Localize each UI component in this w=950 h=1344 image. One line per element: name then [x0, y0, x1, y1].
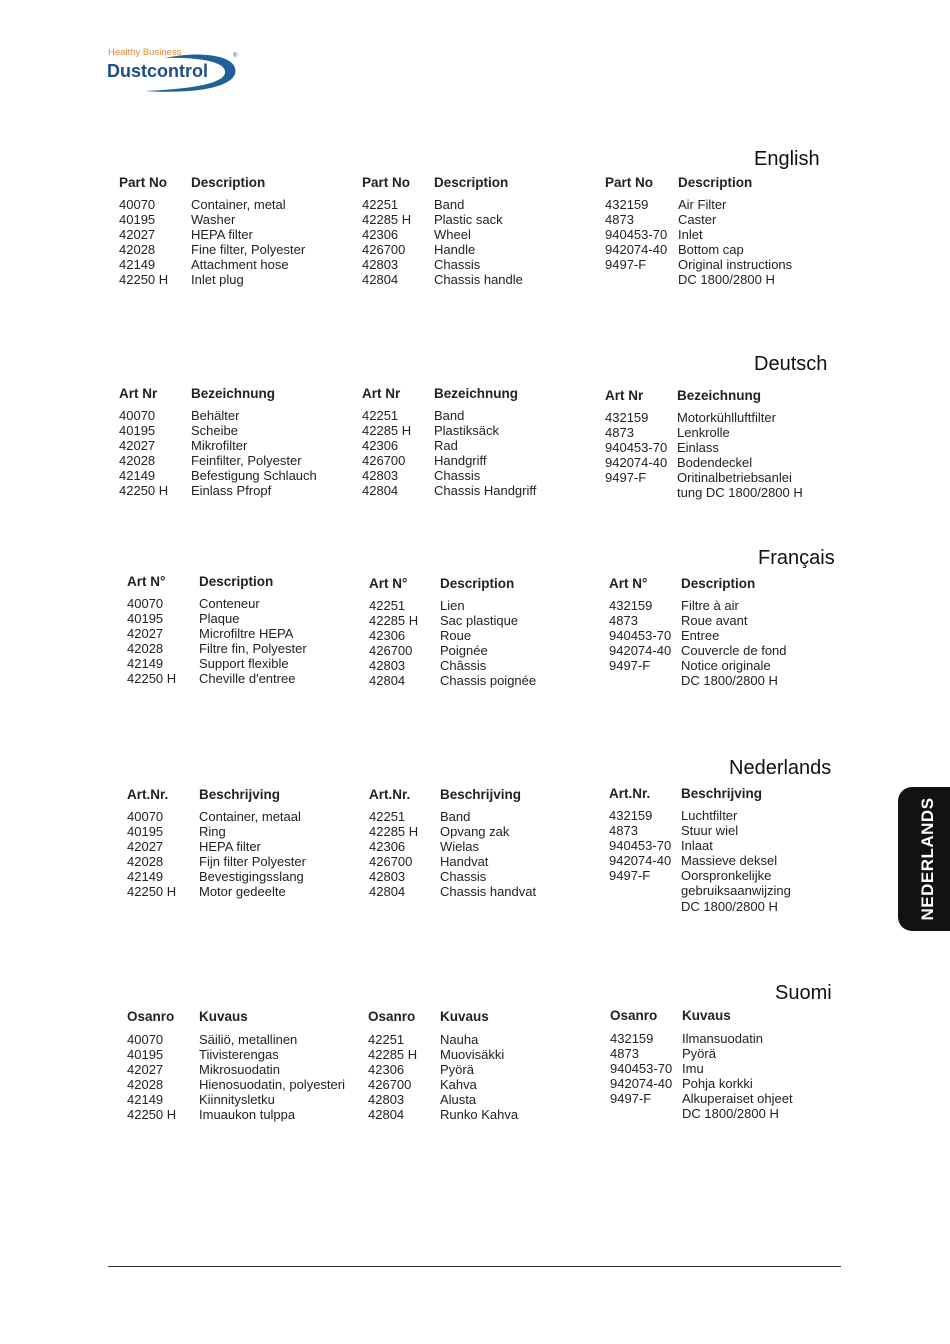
part-description: Massieve deksel [681, 853, 778, 869]
part-number: 940453-70 [605, 227, 668, 243]
part-description: DC 1800/2800 H [681, 673, 778, 689]
part-number-column [119, 197, 168, 288]
part-number: 42027 [127, 1062, 164, 1078]
description-header: Kuvaus [440, 1009, 489, 1024]
section-language-title: Nederlands [729, 757, 832, 779]
part-number: 4873 [609, 613, 638, 629]
part-number: 40195 [119, 212, 156, 228]
part-description: Motor gedeelte [199, 884, 286, 900]
part-description: Behälter [191, 408, 240, 423]
part-number: 4873 [605, 212, 634, 228]
part-description: Kahva [440, 1077, 477, 1093]
part-description: Original instructions [678, 257, 793, 273]
part-number: 426700 [369, 643, 413, 659]
part-number: 42251 [362, 197, 399, 212]
part-description: Hienosuodatin, polyesteri [199, 1077, 345, 1093]
part-number-header: Art N° [609, 576, 648, 591]
part-number [609, 883, 671, 898]
part-number: 42028 [119, 453, 156, 469]
part-number: 42027 [119, 227, 156, 243]
part-description: Oritinalbetriebsanlei [677, 470, 792, 486]
part-number: 9497-F [605, 470, 647, 486]
description-column [677, 410, 803, 501]
part-number-column [362, 408, 411, 499]
part-number: 432159 [609, 598, 653, 613]
part-number: 432159 [605, 197, 649, 212]
part-number-column [362, 197, 411, 288]
section-language-title: Suomi [775, 982, 832, 1004]
part-description: Filtre à air [681, 598, 739, 613]
part-description: Support flexible [199, 656, 289, 672]
part-number-column [127, 1032, 176, 1123]
part-number-header: Art.Nr. [127, 787, 169, 802]
description-header: Bezeichnung [677, 388, 762, 403]
part-number-header: Art N° [127, 574, 166, 589]
part-description: Châssis [440, 658, 487, 674]
part-number [605, 272, 667, 287]
part-description: DC 1800/2800 H [678, 272, 775, 288]
part-number-column [369, 598, 418, 689]
part-number: 40070 [127, 1032, 164, 1047]
part-number: 9497-F [609, 658, 651, 674]
part-number: 42027 [127, 839, 164, 855]
part-description: Sac plastique [440, 613, 519, 629]
part-number-header: Part No [362, 175, 411, 190]
part-number-column [610, 1031, 672, 1122]
part-number-column [127, 596, 176, 687]
part-description: Imu [682, 1061, 704, 1077]
part-description: Bevestigingsslang [199, 869, 304, 885]
part-number: 42804 [369, 884, 406, 900]
part-number: 42803 [368, 1092, 405, 1108]
description-header: Description [199, 574, 274, 589]
svg-text:Healthy Business: Healthy Business [108, 47, 182, 58]
part-number: 40070 [127, 596, 164, 611]
part-description: Pyörä [682, 1046, 716, 1062]
part-description: Chassis poignée [440, 673, 537, 689]
part-description: Alusta [440, 1092, 477, 1108]
part-number: 426700 [369, 854, 413, 870]
part-description: Stuur wiel [681, 823, 739, 839]
part-number-header: Osanro [127, 1009, 175, 1024]
part-number: 40195 [127, 824, 164, 840]
description-header: Beschrijving [440, 787, 522, 802]
part-description: Couvercle de fond [681, 643, 787, 659]
part-description: Bottom cap [678, 242, 744, 258]
part-number: 42250 H [127, 884, 177, 900]
part-number: 42285 H [369, 824, 419, 840]
part-description: Nauha [440, 1032, 479, 1047]
part-description: Lenkrolle [677, 425, 730, 441]
part-description: Roue avant [681, 613, 748, 629]
part-description: Chassis [440, 869, 487, 885]
part-number-header: Art Nr [362, 386, 401, 401]
part-description: Notice originale [681, 658, 771, 674]
part-number: 40195 [127, 611, 164, 627]
part-number: 42285 H [362, 212, 412, 228]
part-number: 942074-40 [605, 242, 668, 258]
part-description: Wheel [434, 227, 471, 243]
part-number: 942074-40 [610, 1076, 673, 1092]
part-number-column [605, 197, 667, 288]
dustcontrol-logo [105, 44, 245, 96]
part-description: Chassis handvat [440, 884, 537, 900]
part-description: tung DC 1800/2800 H [677, 485, 803, 501]
part-description: Opvang zak [440, 824, 510, 840]
svg-text:Dustcontrol: Dustcontrol [107, 61, 208, 81]
part-number: 42306 [368, 1062, 405, 1078]
part-number-column [609, 598, 671, 689]
section-language-title: Deutsch [754, 353, 828, 375]
part-description: Poignée [440, 643, 488, 659]
part-number: 9497-F [605, 257, 647, 273]
part-description: Ilmansuodatin [682, 1031, 763, 1046]
part-number-column [605, 410, 667, 501]
part-description: Oorspronkelijke [681, 868, 772, 884]
part-description: Chassis handle [434, 272, 523, 288]
description-column [199, 1032, 345, 1123]
section-language-title: English [754, 148, 820, 170]
part-number: 940453-70 [609, 628, 672, 644]
part-number: 42251 [362, 408, 399, 423]
part-description: Inlaat [681, 838, 713, 854]
part-number-header: Art.Nr. [369, 787, 411, 802]
part-number: 42149 [127, 869, 164, 885]
description-header: Bezeichnung [434, 386, 519, 401]
part-number-column [127, 809, 176, 900]
part-number: 942074-40 [609, 643, 672, 659]
part-description: Mikrofilter [191, 438, 248, 454]
part-description: Pyörä [440, 1062, 474, 1078]
part-number: 942074-40 [609, 853, 672, 869]
part-description: Fijn filter Polyester [199, 854, 306, 870]
part-number: 42306 [362, 227, 399, 243]
part-number: 42149 [119, 468, 156, 484]
part-number: 42149 [127, 656, 164, 672]
part-description: Plastiksäck [434, 423, 500, 439]
description-column [191, 197, 305, 288]
part-number-header: Osanro [368, 1009, 416, 1024]
part-number: 42250 H [119, 483, 169, 499]
part-number-header: Osanro [610, 1008, 658, 1023]
part-description: Säiliö, metallinen [199, 1032, 298, 1047]
description-header: Description [440, 576, 515, 591]
part-number: 42027 [119, 438, 156, 454]
part-number: 9497-F [609, 868, 651, 884]
part-description: DC 1800/2800 H [681, 898, 778, 914]
part-number: 426700 [362, 453, 406, 469]
part-number: 42285 H [368, 1047, 418, 1063]
part-number: 42250 H [127, 671, 177, 687]
part-description: Plastic sack [434, 212, 503, 228]
part-number: 4873 [609, 823, 638, 839]
part-number: 40070 [119, 408, 156, 423]
part-description: Motorkühlluftfilter [677, 410, 776, 425]
footer-divider [108, 1266, 841, 1267]
part-description: Entree [681, 628, 720, 644]
description-header: Beschrijving [681, 786, 763, 801]
part-description: Handgriff [434, 453, 487, 469]
part-number: 42306 [362, 438, 399, 454]
description-column [434, 197, 523, 288]
part-number: 40195 [127, 1047, 164, 1063]
part-number: 40070 [127, 809, 164, 824]
part-description: HEPA filter [199, 839, 261, 855]
part-description: Container, metaal [199, 809, 301, 824]
part-description: Air Filter [678, 197, 727, 212]
part-description: Chassis [434, 257, 481, 273]
description-header: Description [681, 576, 756, 591]
part-number: 42250 H [119, 272, 169, 288]
part-number: 42028 [127, 1077, 164, 1093]
part-description: Washer [191, 212, 236, 228]
part-description: Plaque [199, 611, 240, 627]
part-number-column [369, 809, 418, 900]
description-column [440, 1032, 518, 1123]
part-number: 42028 [127, 854, 164, 870]
part-description: Einlass [677, 440, 719, 456]
part-description: Scheibe [191, 423, 238, 439]
part-description: Handle [434, 242, 476, 258]
part-number: 940453-70 [605, 440, 668, 456]
part-number: 42803 [362, 257, 399, 273]
part-number: 42028 [127, 641, 164, 657]
part-description: Band [440, 809, 471, 824]
part-number: 432159 [610, 1031, 654, 1046]
part-number: 940453-70 [609, 838, 672, 854]
part-description: Kiinnitysletku [199, 1092, 275, 1108]
part-number: 4873 [605, 425, 634, 441]
part-number-header: Art Nr [119, 386, 158, 401]
part-description: Roue [440, 628, 472, 644]
part-description: Cheville d'entree [199, 671, 296, 687]
description-column [199, 809, 306, 900]
part-description: DC 1800/2800 H [682, 1106, 779, 1122]
part-number: 42803 [369, 658, 406, 674]
svg-text:®: ® [233, 53, 238, 59]
logo-swoosh-icon [105, 44, 245, 96]
part-description: Band [434, 408, 465, 423]
part-number-column [368, 1032, 417, 1123]
part-number: 42149 [119, 257, 156, 273]
part-number: 42803 [369, 869, 406, 885]
language-side-tab [898, 787, 950, 931]
part-description: Alkuperaiset ohjeet [682, 1091, 793, 1107]
part-description: Inlet [678, 227, 703, 243]
description-column [440, 809, 536, 900]
description-header: Description [434, 175, 509, 190]
part-description: Feinfilter, Polyester [191, 453, 302, 469]
part-description: Einlass Pfropf [191, 483, 272, 499]
part-description: Lien [440, 598, 465, 613]
part-number [609, 673, 671, 688]
section-language-title: Français [758, 547, 835, 569]
part-number: 42027 [127, 626, 164, 642]
part-description: Chassis Handgriff [434, 483, 537, 499]
part-description: Rad [434, 438, 458, 454]
description-header: Description [191, 175, 266, 190]
description-header: Kuvaus [199, 1009, 248, 1024]
part-number [610, 1106, 672, 1121]
part-number [609, 899, 671, 914]
part-number: 42804 [368, 1107, 405, 1123]
part-description: Pohja korkki [682, 1076, 753, 1092]
part-number: 4873 [610, 1046, 639, 1062]
part-description: Band [434, 197, 465, 212]
description-header: Bezeichnung [191, 386, 276, 401]
description-header: Kuvaus [682, 1008, 731, 1023]
part-number: 42285 H [362, 423, 412, 439]
description-column [434, 408, 536, 499]
part-number: 42804 [362, 272, 399, 288]
description-column [681, 808, 791, 914]
part-description: Handvat [440, 854, 489, 870]
part-number: 426700 [368, 1077, 412, 1093]
part-number: 42306 [369, 628, 406, 644]
part-description: Imuaukon tulppa [199, 1107, 296, 1123]
part-number: 42251 [368, 1032, 405, 1047]
part-description: Chassis [434, 468, 481, 484]
part-number-column [119, 408, 168, 499]
part-description: Ring [199, 824, 226, 840]
part-number-header: Art.Nr. [609, 786, 651, 801]
part-number: 942074-40 [605, 455, 668, 471]
description-column [678, 197, 792, 288]
description-column [199, 596, 307, 687]
part-number-header: Part No [605, 175, 654, 190]
part-description: Luchtfilter [681, 808, 738, 823]
part-number-column [609, 808, 671, 914]
part-number-header: Part No [119, 175, 168, 190]
part-number: 9497-F [610, 1091, 652, 1107]
part-number: 432159 [605, 410, 649, 425]
description-column [440, 598, 536, 689]
part-number: 426700 [362, 242, 406, 258]
part-number-header: Art N° [369, 576, 408, 591]
part-description: gebruiksaanwijzing [681, 883, 791, 899]
part-number: 42804 [362, 483, 399, 499]
description-header: Description [678, 175, 753, 190]
part-description: Befestigung Schlauch [191, 468, 317, 484]
part-description: Filtre fin, Polyester [199, 641, 307, 657]
description-column [191, 408, 317, 499]
part-description: Bodendeckel [677, 455, 753, 471]
part-description: Muovisäkki [440, 1047, 505, 1063]
part-number: 940453-70 [610, 1061, 673, 1077]
part-number: 42149 [127, 1092, 164, 1108]
part-description: Attachment hose [191, 257, 289, 273]
part-number: 42804 [369, 673, 406, 689]
part-description: Runko Kahva [440, 1107, 519, 1123]
part-number-header: Art Nr [605, 388, 644, 403]
part-description: HEPA filter [191, 227, 253, 243]
part-number: 40070 [119, 197, 156, 212]
part-description: Caster [678, 212, 717, 228]
part-number: 42028 [119, 242, 156, 258]
part-number: 432159 [609, 808, 653, 823]
part-number [605, 485, 667, 500]
part-number: 42803 [362, 468, 399, 484]
part-description: Microfiltre HEPA [199, 626, 294, 642]
part-number: 42251 [369, 809, 406, 824]
part-number: 42306 [369, 839, 406, 855]
part-description: Fine filter, Polyester [191, 242, 306, 258]
part-description: Container, metal [191, 197, 286, 212]
part-description: Tiivisterengas [199, 1047, 279, 1063]
description-column [682, 1031, 793, 1122]
part-number: 42285 H [369, 613, 419, 629]
part-number: 40195 [119, 423, 156, 439]
part-description: Wielas [440, 839, 480, 855]
part-description: Mikrosuodatin [199, 1062, 280, 1078]
part-description: Inlet plug [191, 272, 244, 288]
part-number: 42250 H [127, 1107, 177, 1123]
description-header: Beschrijving [199, 787, 281, 802]
description-column [681, 598, 787, 689]
part-number: 42251 [369, 598, 406, 613]
part-description: Conteneur [199, 596, 260, 611]
side-tab-label: NEDERLANDS [918, 797, 937, 921]
